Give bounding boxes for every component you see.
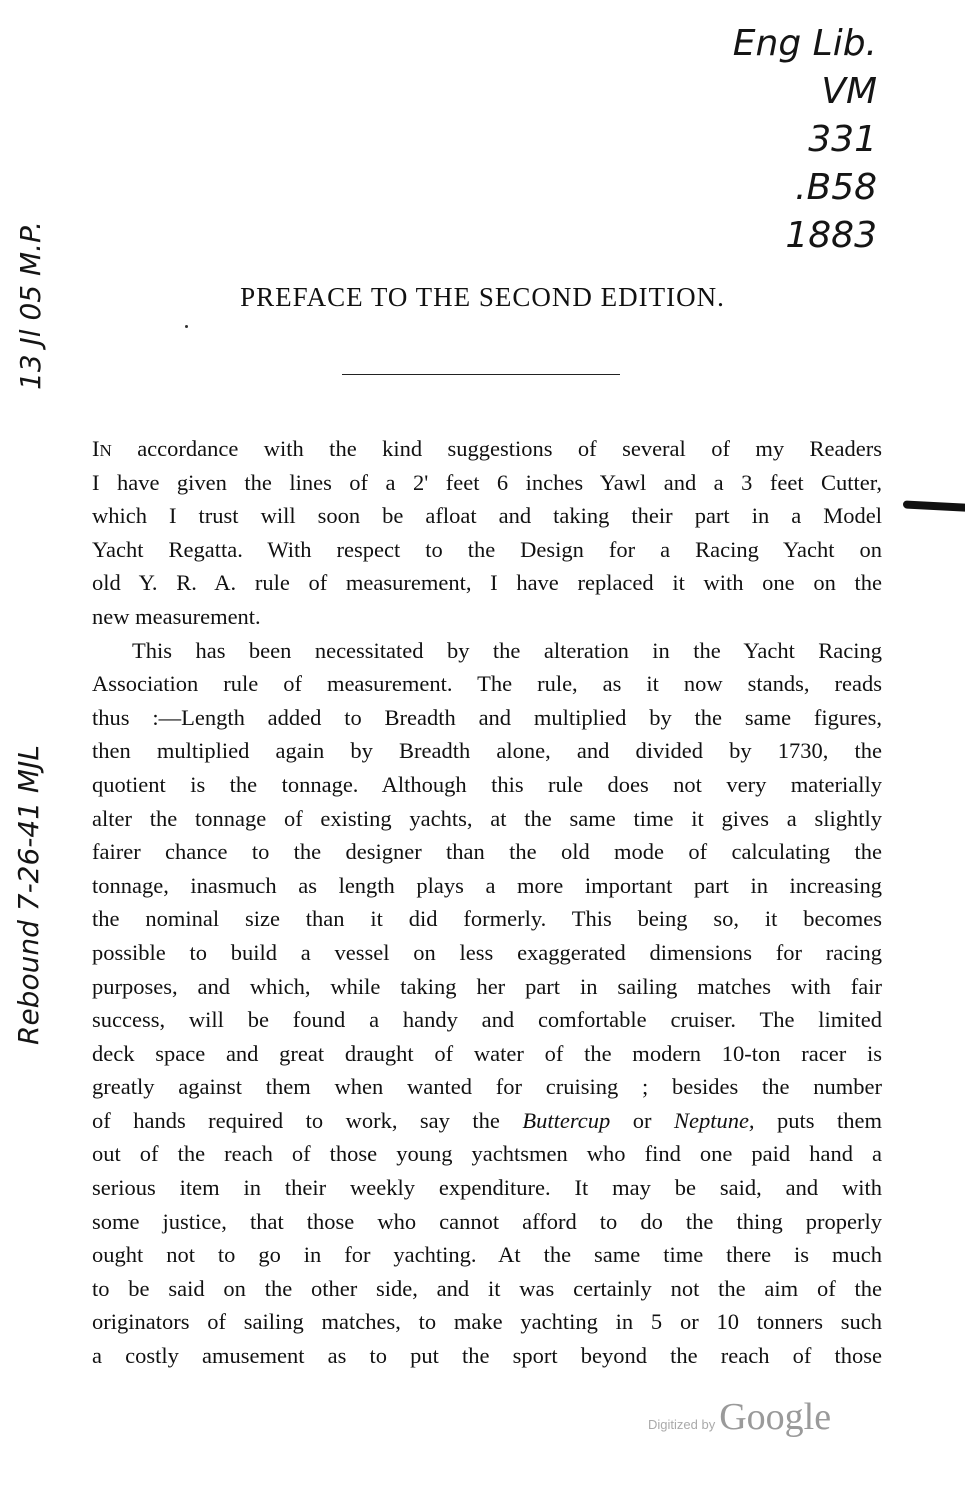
page-title: PREFACE TO THE SECOND EDITION. [240, 282, 725, 312]
text-line: new measurement. [92, 603, 261, 629]
text-line: the nominal size than it did formerly. This being so, it becomes [92, 906, 882, 932]
call-number-line: 1883 [785, 215, 877, 256]
text-segment: accordance with the kind suggestions of several of my Readers [111, 436, 882, 461]
text-line: a costly amusement as to put the sport beyond the reach of those [92, 1343, 882, 1369]
text-line: originators of sailing matches, to make yachting in 5 or 10 tonners such [92, 1309, 882, 1335]
text-line: thus :—Length added to Breadth and multiplied by the same figures, [92, 704, 882, 730]
text-segment: or [610, 1107, 674, 1133]
text-line: fairer chance to the designer than the old mode of calculating the [92, 839, 882, 865]
text-line: quotient is the tonnage. Although this rule does not very materially [92, 771, 882, 797]
call-number-line: .B58 [795, 167, 877, 208]
text-line: to be said on the other side, and it was certainly not the aim of the [92, 1275, 882, 1301]
text-line: possible to build a vessel on less exaggerated dimensions for racing [92, 939, 882, 965]
handwritten-rebound-note: Rebound 7-26-41 MJL [12, 745, 45, 1045]
handwritten-accession-note: 13 Jl 05 M.P. [14, 221, 47, 390]
text-line: then multiplied again by Breadth alone, and divided by 1730, the [92, 738, 882, 764]
italic-ship-name: Neptune, [673, 1107, 755, 1133]
text-segment: N [99, 441, 112, 460]
text-line: Association rule of measurement. The rule, as it now stands, reads [92, 671, 882, 697]
italic-ship-name: Buttercup [522, 1107, 611, 1133]
call-number-line: 331 [808, 119, 877, 160]
text-line: alter the tonnage of existing yachts, at the same time it gives a slightly [92, 805, 882, 831]
ink-speck [185, 325, 188, 328]
watermark-prefix: Digitized by [648, 1417, 716, 1432]
text-line [92, 432, 882, 466]
text-segment: puts them [754, 1107, 883, 1133]
text-line: out of the reach of those young yachtsmen who find one paid hand a [92, 1141, 882, 1167]
margin-ink-mark [903, 500, 965, 511]
handwritten-call-number [733, 20, 877, 260]
text-line: ought not to go in for yachting. At the same time there is much [92, 1242, 882, 1268]
text-line: serious item in their weekly expenditure. It may be said, and with [92, 1175, 882, 1201]
body-text [92, 432, 882, 1373]
text-line: Yacht Regatta. With respect to the Design for a Racing Yacht on [92, 536, 882, 562]
text-segment: I [92, 436, 100, 461]
text-line: tonnage, inasmuch as length plays a more important part in increasing [92, 872, 882, 898]
text-line: which I trust will soon be afloat and taking their part in a Model [92, 503, 882, 529]
text-line: This has been necessitated by the alteration in the Yacht Racing [132, 637, 882, 663]
text-line: some justice, that those who cannot afford to do the thing properly [92, 1208, 882, 1234]
text-line: I have given the lines of a 2' feet 6 inches Yawl and a 3 feet Cutter, [92, 469, 882, 495]
text-line: success, will be found a handy and comfortable cruiser. The limited [92, 1007, 882, 1033]
text-line: greatly against them when wanted for cruising ; besides the number [92, 1074, 882, 1100]
text-segment: of hands required to work, say the [92, 1107, 523, 1133]
text-line [92, 1104, 882, 1138]
text-segment [92, 436, 882, 461]
text-line: purposes, and which, while taking her part in sailing matches with fair [92, 973, 882, 999]
call-number-line: Eng Lib. [732, 23, 877, 64]
text-line: deck space and great draught of water of the modern 10-ton racer is [92, 1040, 882, 1066]
call-number-line: VM [821, 71, 877, 112]
google-logo: Google [719, 1396, 832, 1438]
digitized-watermark [648, 1395, 831, 1439]
title-divider [342, 374, 620, 375]
text-line: old Y. R. A. rule of measurement, I have replaced it with one on the [92, 570, 882, 596]
